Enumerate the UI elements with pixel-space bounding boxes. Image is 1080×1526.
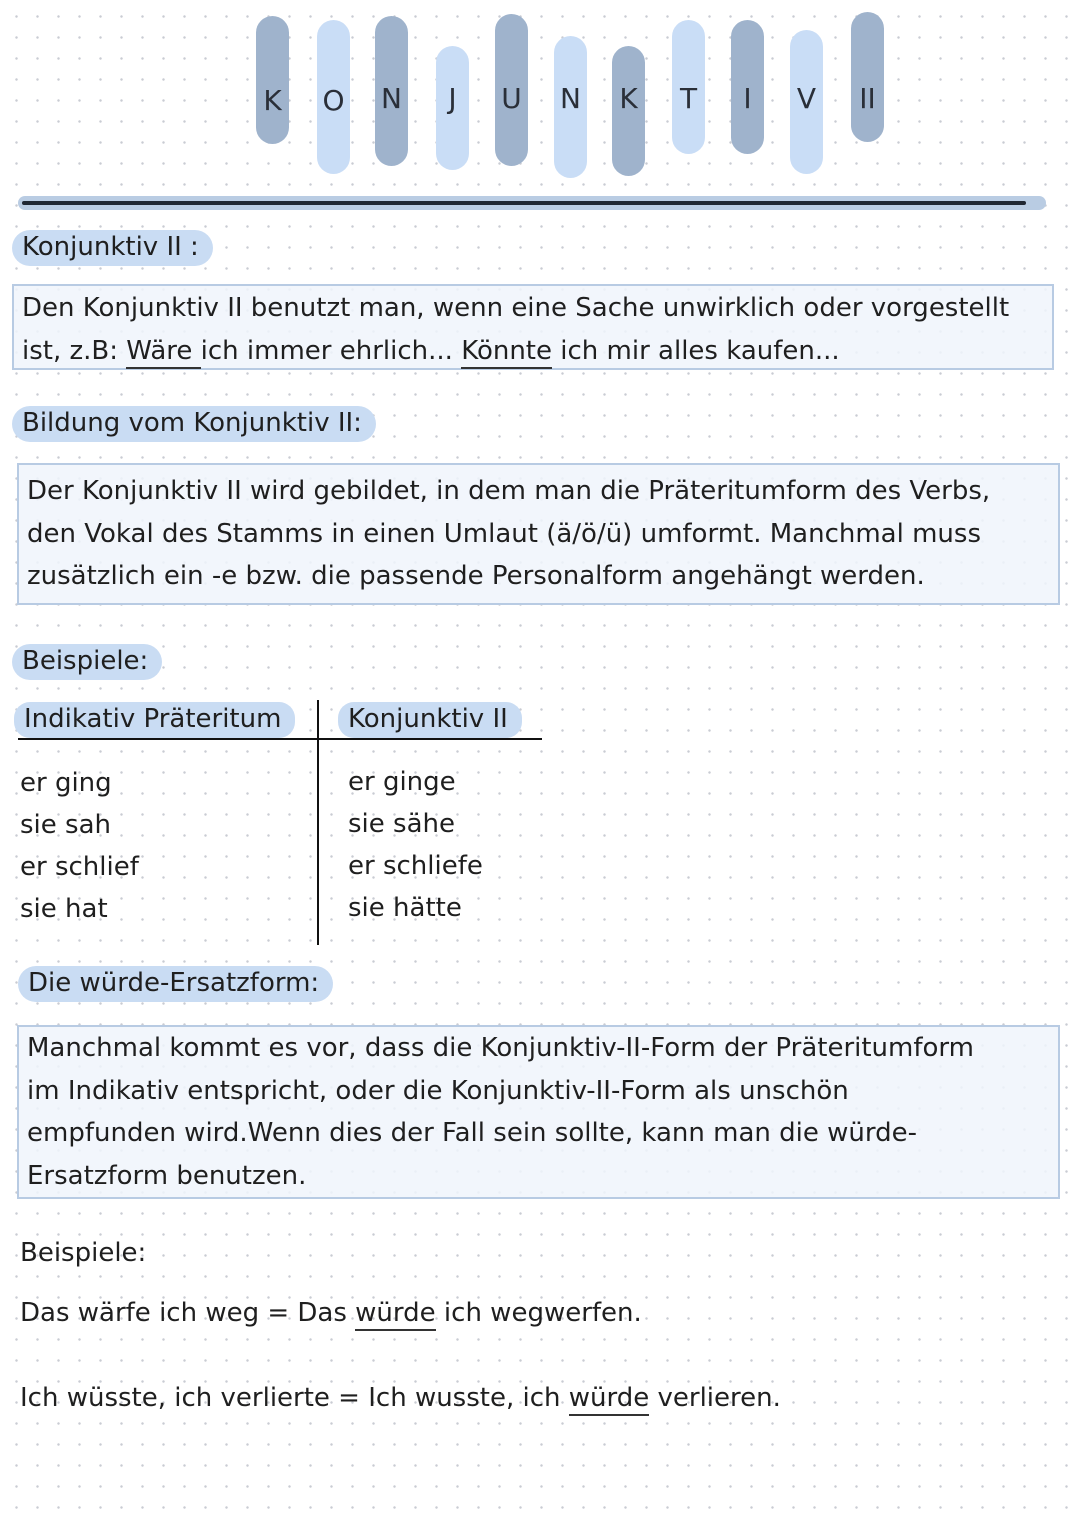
title-letter-pill: V	[790, 30, 823, 174]
table-header-indikativ: Indikativ Präteritum	[14, 702, 295, 738]
table-cell: er schliefe	[348, 851, 483, 881]
title-letter-pill: N	[375, 16, 408, 166]
table-cell: sie hätte	[348, 893, 462, 923]
wuerde-line-1: Manchmal kommt es vor, dass die Konjunktiv-II-Form der Präteritumform	[27, 1033, 974, 1063]
title-underline	[18, 196, 1046, 210]
table-cell: sie hat	[20, 894, 108, 924]
table-header-konjunktiv: Konjunktiv II	[338, 702, 522, 738]
definition-line-1: Den Konjunktiv II benutzt man, wenn eine Sache unwirklich oder vorgestellt	[22, 293, 1010, 323]
table-cell: sie sah	[20, 810, 111, 840]
table-cell: sie sähe	[348, 809, 455, 839]
definition-box	[12, 284, 1054, 370]
title-letter-pill: K	[612, 46, 645, 176]
example-word-koennte: Könnte	[461, 336, 552, 369]
table-horizontal-rule	[18, 738, 542, 740]
wuerde-line-4: Ersatzform benutzen.	[27, 1160, 307, 1191]
title-letter-pill: O	[317, 20, 350, 174]
section-label-bildung: Bildung vom Konjunktiv II:	[12, 406, 376, 442]
bildung-line-2: den Vokal des Stamms in einen Umlaut (ä/ö/ü) umformt. Manchmal muss	[27, 518, 982, 549]
underlined-wuerde: würde	[569, 1383, 649, 1416]
title-letter-pill: K	[256, 16, 289, 144]
title-letter-pill: J	[436, 46, 469, 170]
table-vertical-rule	[317, 700, 319, 945]
example-sentence-2: Ich wüsste, ich verlierte = Ich wusste, ich würde verlieren.	[20, 1383, 781, 1413]
section-label-konjunktiv: Konjunktiv II :	[12, 230, 213, 266]
example-sentence-1: Das wärfe ich weg = Das würde ich wegwerfen.	[20, 1298, 642, 1328]
examples-2-label: Beispiele:	[20, 1238, 147, 1268]
title-letter-pill: I	[731, 20, 764, 154]
wuerde-box	[17, 1025, 1060, 1199]
wuerde-line-3: empfunden wird.Wenn dies der Fall sein sollte, kann man die würde-	[27, 1118, 918, 1148]
title-letter-pill: U	[495, 14, 528, 166]
title-letter-pill: T	[672, 20, 705, 154]
bildung-line-1: Der Konjunktiv II wird gebildet, in dem man die Präteritumform des Verbs,	[27, 476, 991, 506]
table-cell: er ging	[20, 768, 112, 798]
title-letter-pill: N	[554, 36, 587, 178]
wuerde-line-2: im Indikativ entspricht, oder die Konjunktiv-II-Form als unschön	[27, 1075, 849, 1106]
underlined-wuerde: würde	[355, 1298, 435, 1331]
example-word-waere: Wäre	[126, 336, 200, 369]
table-cell: er ginge	[348, 767, 456, 797]
title-letter-pill: II	[851, 12, 884, 142]
examples-label: Beispiele:	[12, 644, 162, 680]
bildung-line-3: zusätzlich ein -e bzw. die passende Personalform angehängt werden.	[27, 561, 925, 591]
bildung-box	[17, 463, 1060, 605]
table-cell: er schlief	[20, 852, 139, 882]
definition-line-2: ist, z.B: Wäre ich immer ehrlich... Könnte ich mir alles kaufen...	[22, 330, 1044, 373]
section-label-wuerde: Die würde-Ersatzform:	[18, 966, 333, 1002]
